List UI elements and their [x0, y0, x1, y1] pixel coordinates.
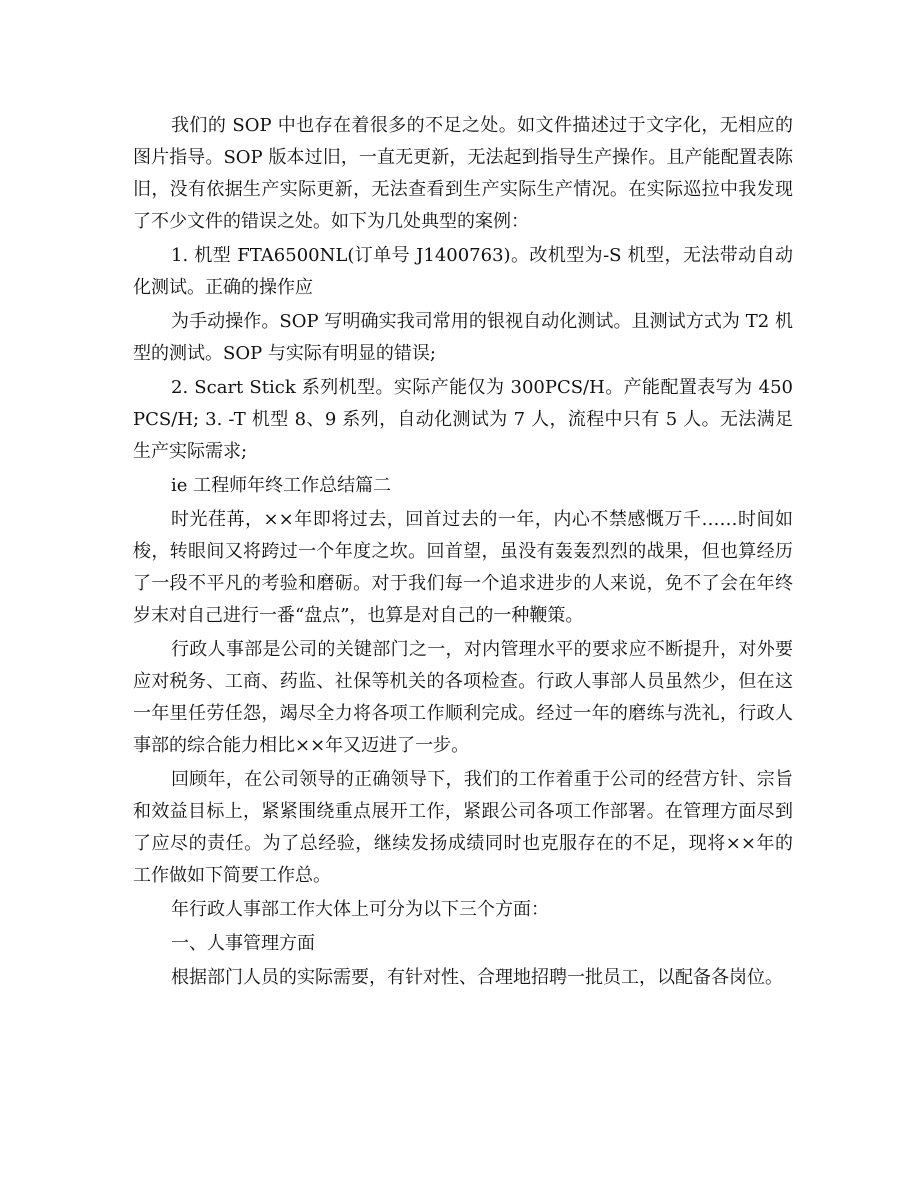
paragraph-department: 行政人事部是公司的关键部门之一，对内管理水平的要求应不断提升，对外要应对税务、工商、药监、社保等机关的各项检查。行政人事部人员虽然少，但在这一年里任劳任怨，竭尽全力将各项工作顺利完成。经过一年的磨练与洗礼，行政人事部的综合能力相比××年又迈进了一步。 [133, 639, 793, 756]
paragraph-review: 回顾年，在公司领导的正确领导下，我们的工作着重于公司的经营方针、宗旨和效益目标上，紧紧围绕重点展开工作，紧跟公司各项工作部署。在管理方面尽到了应尽的责任。为了总经验，继续发扬成绩同时也克服存在的不足，现将××年的工作做如下简要工作总。 [133, 769, 793, 886]
paragraph-intro: 时光荏苒，××年即将过去，回首过去的一年，内心不禁感慨万千……时间如梭，转眼间又将跨过一个年度之坎。回首望，虽没有轰轰烈烈的战果，但也算经历了一段不平凡的考验和磨砺。对于我们每一个追求进步的人来说，免不了会在年终岁末对自己进行一番“盘点”，也算是对自己的一种鞭策。 [133, 509, 793, 626]
document-body [133, 110, 793, 994]
paragraph-case-1: 1. 机型 FTA6500NL(订单号 J1400763)。改机型为-S 机型，无法带动自动化测试。正确的操作应 [133, 245, 793, 298]
paragraph-overview: 年行政人事部工作大体上可分为以下三个方面： [171, 899, 549, 920]
heading-hr-management: 一、人事管理方面 [171, 933, 315, 954]
paragraph-case-2-3: 2. Scart Stick 系列机型。实际产能仅为 300PCS/H。产能配置表写为 450PCS/H; 3. -T 机型 8、9 系列，自动化测试为 7 人，流程中只有 5 人。无法满足生产实际需求; [133, 377, 793, 462]
paragraph-sop-shortcomings: 我们的 SOP 中也存在着很多的不足之处。如文件描述过于文字化，无相应的图片指导。SOP 版本过旧，一直无更新，无法起到指导生产操作。且产能配置表陈旧，没有依据生产实际更新，无法查看到生产实际生产情况。在实际巡拉中我发现了不少文件的错误之处。如下为几处典型的案例： [133, 115, 793, 232]
section-heading-part-two: ie 工程师年终工作总结篇二 [171, 475, 392, 496]
paragraph-case-1-continued: 为手动操作。SOP 写明确实我司常用的银视自动化测试。且测试方式为 T2 机型的测试。SOP 与实际有明显的错误; [133, 311, 793, 364]
paragraph-recruitment: 根据部门人员的实际需要，有针对性、合理地招聘一批员工，以配备各岗位。 [171, 967, 783, 988]
